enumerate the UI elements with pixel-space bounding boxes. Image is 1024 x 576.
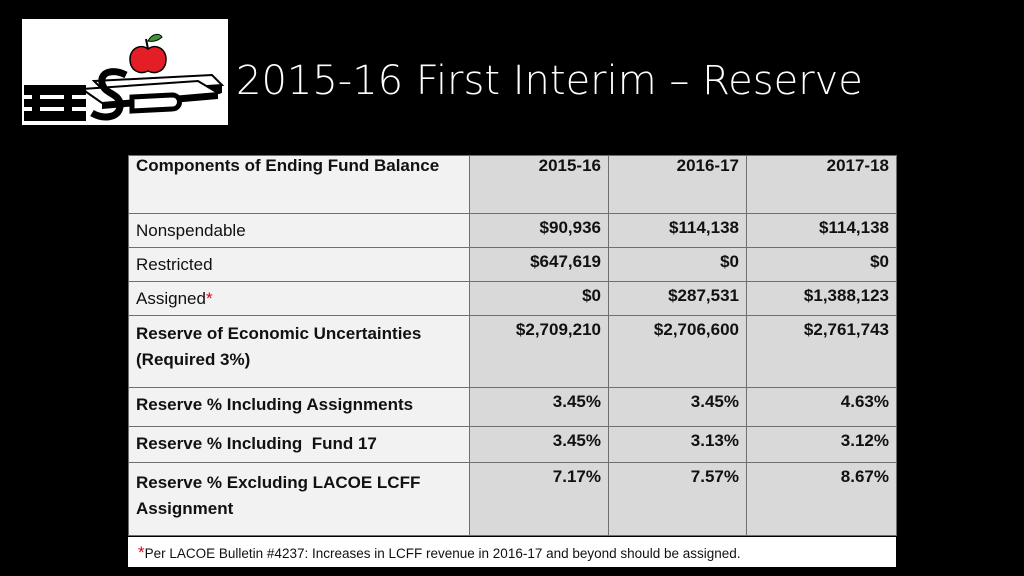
school-district-books-apple-logo-icon	[22, 19, 228, 125]
ending-fund-balance-table	[128, 155, 897, 536]
row-value: $0	[470, 282, 609, 316]
row-label-cell	[129, 282, 470, 316]
row-label: Reserve % Excluding LACOE LCFF Assignment	[129, 463, 470, 536]
row-value: $287,531	[609, 282, 747, 316]
row-value: $90,936	[470, 214, 609, 248]
row-value: 3.45%	[609, 388, 747, 427]
header-col-2017-18: 2017-18	[747, 156, 897, 214]
row-value: 3.45%	[470, 427, 609, 463]
row-value: $0	[747, 248, 897, 282]
footnote-text: Per LACOE Bulletin #4237: Increases in LCFF revenue in 2016-17 and beyond should be assigned.	[144, 546, 741, 561]
row-value: 3.13%	[609, 427, 747, 463]
footnote-marker: *	[138, 543, 145, 562]
table-row	[129, 316, 897, 388]
row-value: 3.12%	[747, 427, 897, 463]
district-logo	[22, 19, 228, 125]
table-row	[129, 427, 897, 463]
row-label: Restricted	[129, 248, 470, 282]
row-value: $2,706,600	[609, 316, 747, 388]
row-value: 7.17%	[470, 463, 609, 536]
row-label: Reserve % Including Fund 17	[129, 427, 470, 463]
footnote-marker: *	[205, 289, 213, 308]
row-value: 4.63%	[747, 388, 897, 427]
header-label: Components of Ending Fund Balance	[129, 156, 470, 214]
table-header-row	[129, 156, 897, 214]
row-label: Reserve % Including Assignments	[129, 388, 470, 427]
header-col-2015-16: 2015-16	[470, 156, 609, 214]
footnote	[128, 537, 896, 567]
row-value: 8.67%	[747, 463, 897, 536]
table-row	[129, 282, 897, 316]
row-label: Assigned	[136, 289, 206, 308]
table-row	[129, 214, 897, 248]
table-row	[129, 463, 897, 536]
row-value: $2,761,743	[747, 316, 897, 388]
row-value: $114,138	[747, 214, 897, 248]
row-label: Reserve of Economic Uncertainties (Required 3%)	[129, 316, 470, 388]
row-value: 7.57%	[609, 463, 747, 536]
table-row	[129, 388, 897, 427]
table-row	[129, 248, 897, 282]
row-value: $2,709,210	[470, 316, 609, 388]
row-value: $0	[609, 248, 747, 282]
slide-title: 2015-16 First Interim – Reserve	[236, 58, 863, 104]
row-value: 3.45%	[470, 388, 609, 427]
header-col-2016-17: 2016-17	[609, 156, 747, 214]
row-value: $647,619	[470, 248, 609, 282]
row-label: Nonspendable	[129, 214, 470, 248]
row-value: $114,138	[609, 214, 747, 248]
row-value: $1,388,123	[747, 282, 897, 316]
